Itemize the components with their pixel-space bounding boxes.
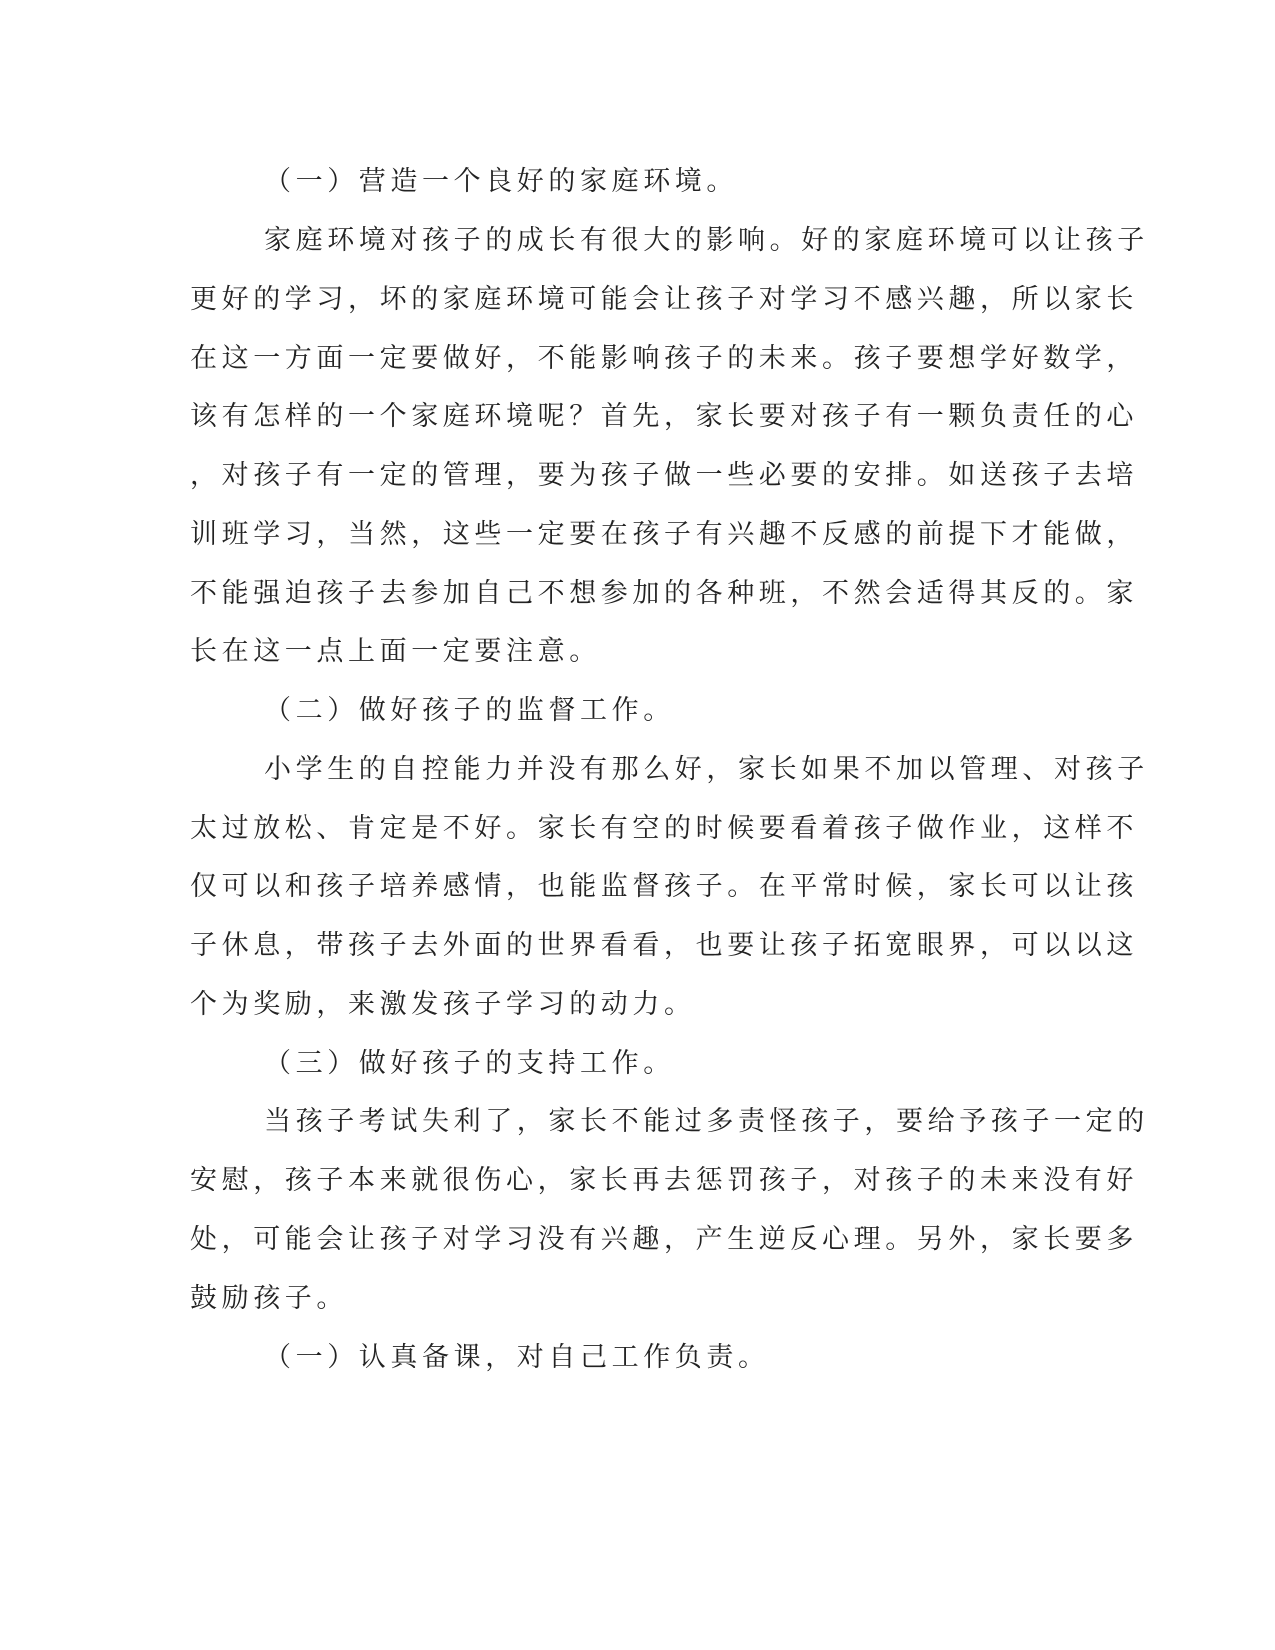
paragraph-line: 当孩子考试失利了，家长不能过多责怪孩子，要给予孩子一定的 — [264, 1106, 1149, 1137]
section-heading-3: （三）做好孩子的支持工作。 — [264, 1048, 675, 1079]
paragraph-line: 在这一方面一定要做好，不能影响孩子的未来。孩子要想学好数学， — [190, 343, 1138, 374]
paragraph-line: 个为奖励，来激发孩子学习的动力。 — [190, 989, 696, 1020]
section-heading-2: （二）做好孩子的监督工作。 — [264, 695, 675, 726]
paragraph-line: 鼓励孩子。 — [190, 1283, 348, 1314]
paragraph-line: 小学生的自控能力并没有那么好，家长如果不加以管理、对孩子 — [264, 754, 1149, 785]
paragraph-line: 家庭环境对孩子的成长有很大的影响。好的家庭环境可以让孩子 — [264, 225, 1149, 256]
paragraph-line: 仅可以和孩子培养感情，也能监督孩子。在平常时候，家长可以让孩 — [190, 871, 1138, 902]
paragraph-line: 太过放松、肯定是不好。家长有空的时候要看着孩子做作业，这样不 — [190, 813, 1138, 844]
paragraph-line: 长在这一点上面一定要注意。 — [190, 636, 601, 667]
paragraph-line: 不能强迫孩子去参加自己不想参加的各种班，不然会适得其反的。家 — [190, 578, 1138, 609]
paragraph-line: 安慰，孩子本来就很伤心，家长再去惩罚孩子，对孩子的未来没有好 — [190, 1165, 1138, 1196]
section-heading-4: （一）认真备课，对自己工作负责。 — [264, 1342, 770, 1373]
section-heading-1: （一）营造一个良好的家庭环境。 — [264, 166, 738, 197]
paragraph-line: 训班学习，当然，这些一定要在孩子有兴趣不反感的前提下才能做， — [190, 519, 1138, 550]
paragraph-line: 该有怎样的一个家庭环境呢？首先，家长要对孩子有一颗负责任的心 — [190, 401, 1138, 432]
paragraph-line: ，对孩子有一定的管理，要为孩子做一些必要的安排。如送孩子去培 — [190, 460, 1138, 491]
paragraph-line: 处，可能会让孩子对学习没有兴趣，产生逆反心理。另外，家长要多 — [190, 1224, 1138, 1255]
paragraph-line: 子休息，带孩子去外面的世界看看，也要让孩子拓宽眼界，可以以这 — [190, 930, 1138, 961]
paragraph-line: 更好的学习，坏的家庭环境可能会让孩子对学习不感兴趣，所以家长 — [190, 284, 1138, 315]
